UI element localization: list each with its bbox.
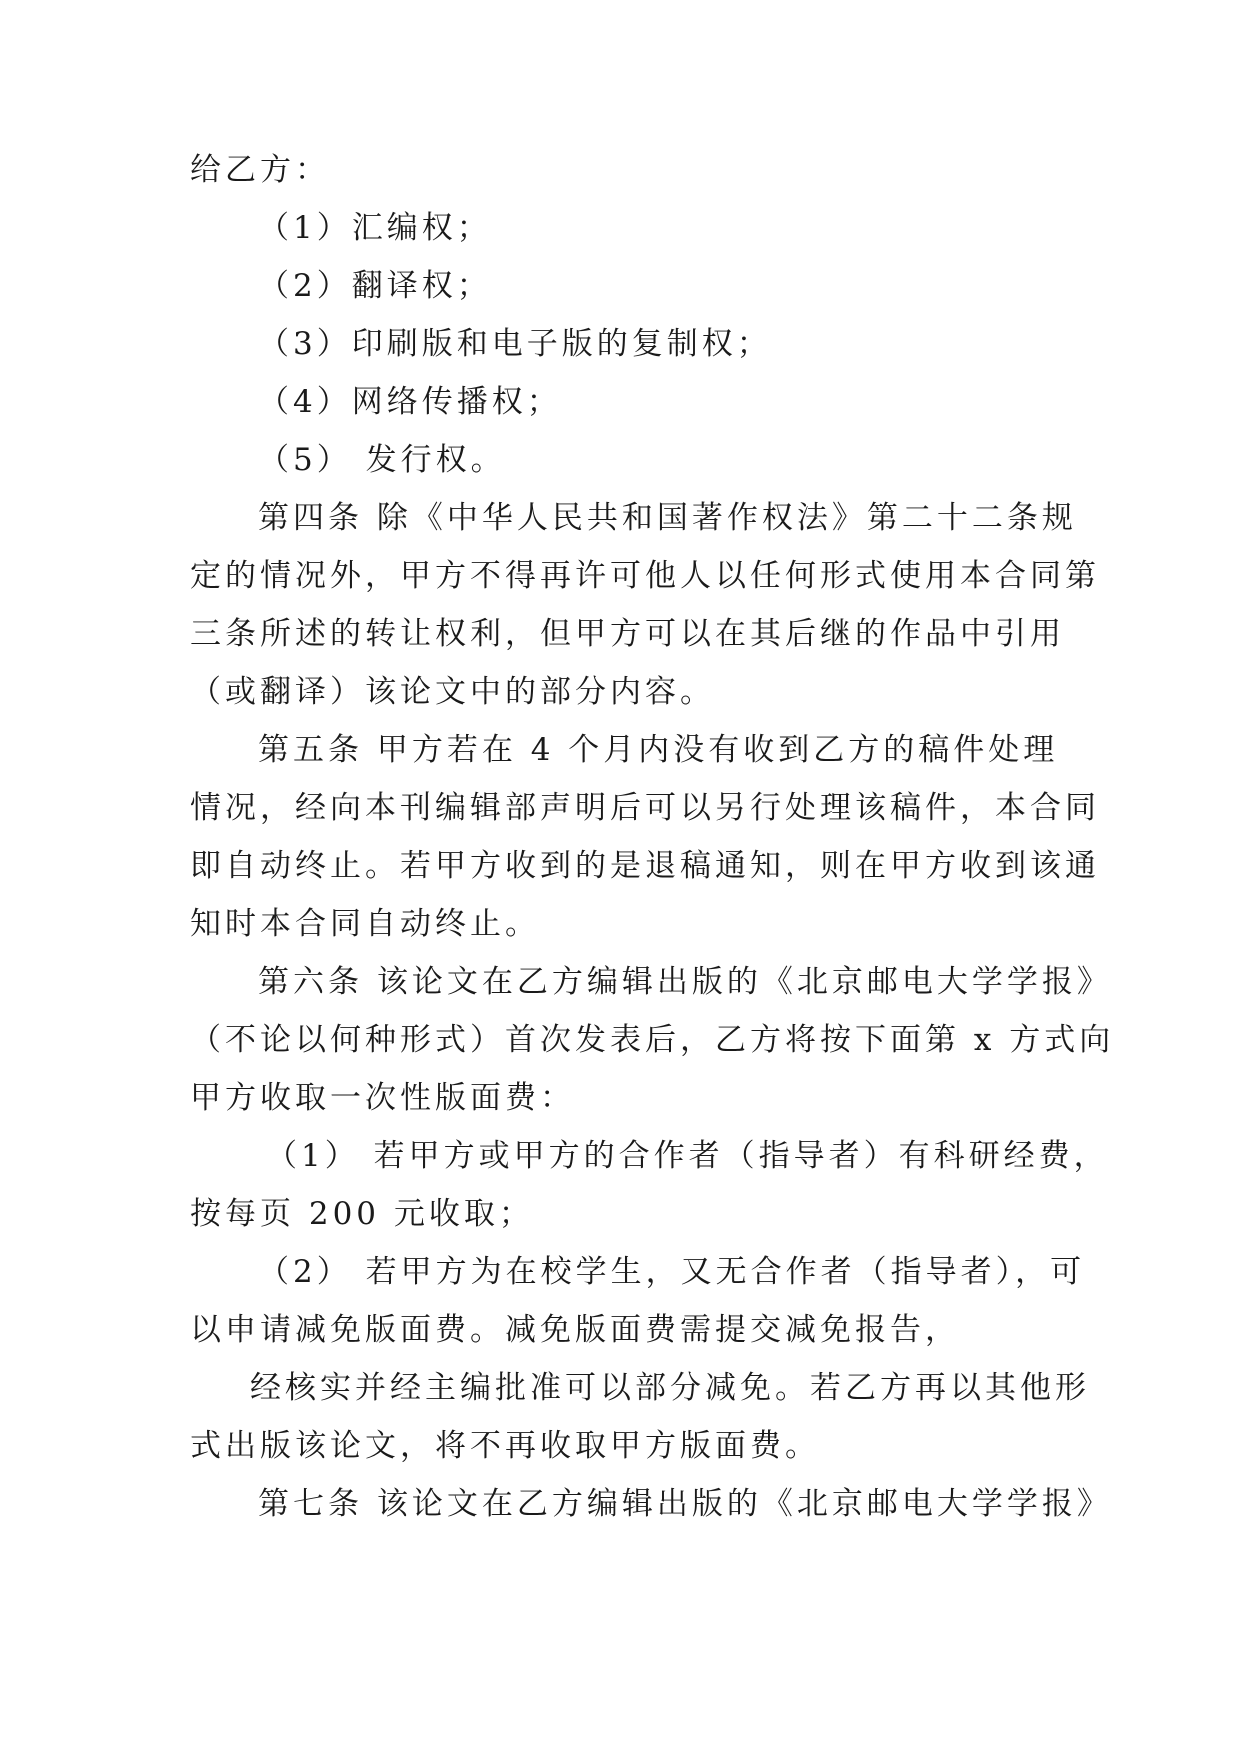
list-item-2: （2）翻译权； xyxy=(258,268,492,304)
article-5-line-3: 即自动终止。若甲方收到的是退稿通知，则在甲方收到该通 xyxy=(190,848,1100,884)
article-5-line-2: 情况，经向本刊编辑部声明后可以另行处理该稿件，本合同 xyxy=(190,790,1100,826)
article-4-line-1: 第四条 除《中华人民共和国著作权法》第二十二条规 xyxy=(258,500,1077,536)
fee-item-2-line-2: 以申请减免版面费。减免版面费需提交减免报告， xyxy=(190,1312,960,1348)
fee-item-2-line-3: 经核实并经主编批准可以部分减免。若乙方再以其他形 xyxy=(250,1370,1090,1406)
fee-item-1-line-2: 按每页 200 元收取； xyxy=(190,1196,534,1232)
fee-item-2-line-1: （2） 若甲方为在校学生，又无合作者（指导者），可 xyxy=(258,1254,1086,1290)
article-4-line-4: （或翻译）该论文中的部分内容。 xyxy=(190,674,715,710)
article-7-line-1: 第七条 该论文在乙方编辑出版的《北京邮电大学学报》 xyxy=(258,1486,1112,1522)
list-item-3: （3）印刷版和电子版的复制权； xyxy=(258,326,772,362)
article-5-line-4: 知时本合同自动终止。 xyxy=(190,906,540,942)
list-item-1: （1）汇编权； xyxy=(258,210,492,246)
fee-item-1-line-1: （1） 若甲方或甲方的合作者（指导者）有科研经费， xyxy=(266,1138,1109,1174)
list-item-5: （5） 发行权。 xyxy=(258,442,506,478)
article-6-line-3: 甲方收取一次性版面费： xyxy=(190,1080,575,1116)
list-item-4: （4）网络传播权； xyxy=(258,384,562,420)
article-4-line-2: 定的情况外，甲方不得再许可他人以任何形式使用本合同第 xyxy=(190,558,1100,594)
article-6-line-2: （不论以何种形式）首次发表后，乙方将按下面第 x 方式向 xyxy=(190,1022,1115,1058)
article-6-line-1: 第六条 该论文在乙方编辑出版的《北京邮电大学学报》 xyxy=(258,964,1112,1000)
fee-item-2-line-4: 式出版该论文，将不再收取甲方版面费。 xyxy=(190,1428,820,1464)
article-4-line-3: 三条所述的转让权利，但甲方可以在其后继的作品中引用 xyxy=(190,616,1065,652)
article-5-line-1: 第五条 甲方若在 4 个月内没有收到乙方的稿件处理 xyxy=(258,732,1059,768)
text-line-1: 给乙方： xyxy=(190,152,330,188)
